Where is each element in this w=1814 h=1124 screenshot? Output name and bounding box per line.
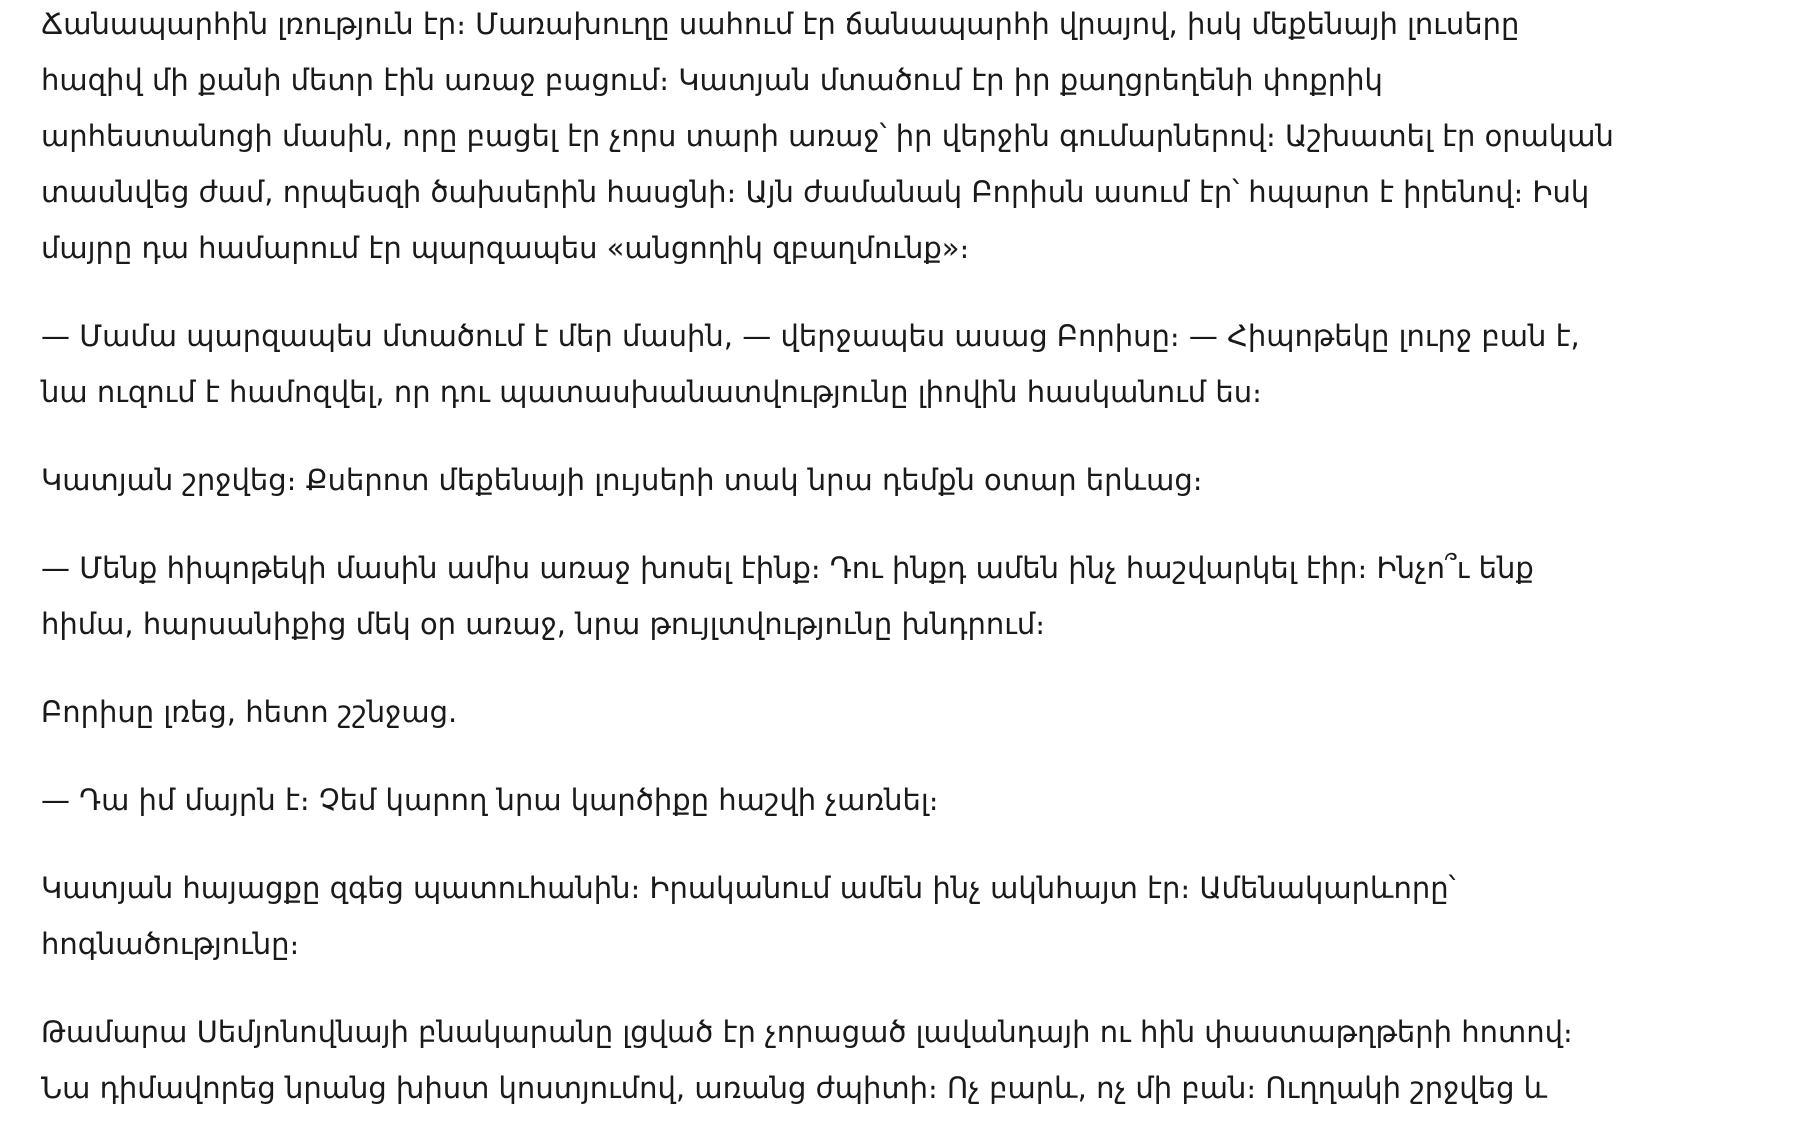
- text-line: — Դա իմ մայրն է։ Չեմ կարող նրա կարծիքը հաշվի չառնել։: [41, 783, 939, 817]
- text-line: արհեստանոցի մասին, որը բացել էր չորս տարի առաջ՝ իր վերջին գումարներով։ Աշխատել էր օրական: [41, 119, 1614, 153]
- text-line: — Մամա պարզապես մտածում է մեր մասին, — վերջապես ասաց Բորիսը։ — Հիպոթեկը լուրջ բան է,: [41, 319, 1580, 353]
- paragraph-6: [41, 772, 1771, 828]
- paragraph-1: [41, 0, 1771, 276]
- text-line: հոգնածությունը։: [41, 927, 300, 961]
- text-line: Բորիսը լռեց, հետո շշնջաց.: [41, 695, 458, 729]
- paragraph-5: [41, 684, 1771, 740]
- text-line: Նա դիմավորեց նրանց խիստ կոստյումով, առանց ժպիտի։ Ոչ բարև, ոչ մի բան։ Ուղղակի շրջվեց և: [41, 1071, 1548, 1105]
- paragraph-2: [41, 308, 1771, 420]
- text-line: Ճանապարհին լռություն էր։ Մառախուղը սահում էր ճանապարհի վրայով, իսկ մեքենայի լուսերը: [41, 7, 1520, 41]
- text-line: հազիվ մի քանի մետր էին առաջ բացում։ Կատյան մտածում էր իր քաղցրեղենի փոքրիկ: [41, 63, 1383, 97]
- paragraph-4: [41, 540, 1771, 652]
- text-line: Կատյան հայացքը զգեց պատուհանին։ Իրականում ամեն ինչ ակնհայտ էր։ Ամենակարևորը՝: [41, 871, 1456, 905]
- text-line: — Մենք հիպոթեկի մասին ամիս առաջ խոսել էինք։ Դու ինքդ ամեն ինչ հաշվարկել էիր։ Ինչո՞ւ ենք: [41, 551, 1534, 585]
- text-line: հիմա, հարսանիքից մեկ օր առաջ, նրա թույլտվությունը խնդրում։: [41, 607, 1045, 641]
- paragraph-8: [41, 1004, 1771, 1116]
- text-line: Թամարա Սեմյոնովնայի բնակարանը լցված էր չորացած լավանդայի ու հին փաստաթղթերի հոտով։: [41, 1015, 1573, 1049]
- paragraph-3: [41, 452, 1771, 508]
- paragraph-7: [41, 860, 1771, 972]
- text-line: տասնվեց ժամ, որպեսզի ծախսերին հասցնի։ Այն ժամանակ Բորիսն ասում էր՝ հպարտ է իրենով։ Իսկ: [41, 175, 1590, 209]
- text-line: Կատյան շրջվեց։ Քսերոտ մեքենայի լույսերի տակ նրա դեմքն օտար երևաց։: [41, 463, 1203, 497]
- text-line: մայրը դա համարում էր պարզապես «անցողիկ զբաղմունք»։: [41, 231, 970, 265]
- text-line: նա ուզում է համոզվել, որ դու պատասխանատվությունը լիովին հասկանում ես։: [41, 375, 1262, 409]
- story-text: [41, 0, 1771, 1124]
